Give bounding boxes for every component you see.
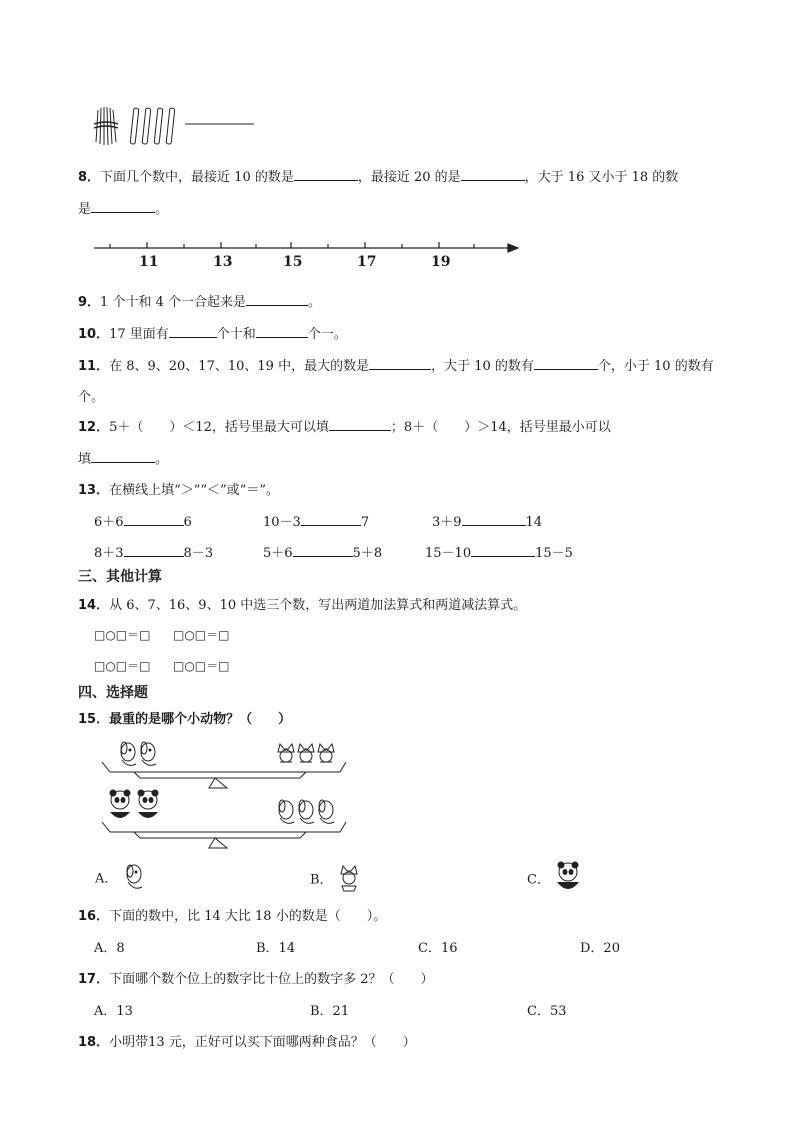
q16-text: 下面的数中，比 14 大比 18 小的数是（ ）。 xyxy=(109,909,387,924)
q16-option-a[interactable]: A．8 xyxy=(94,941,125,956)
sticks-figure xyxy=(90,102,260,150)
q11-text-a: 在 8、9、20、17、10、19 中，最大的数是 xyxy=(109,359,370,374)
cat-icon xyxy=(337,864,359,892)
q15-text: 最重的是哪个小动物？（ ） xyxy=(109,712,292,727)
q10-text-b: 个十和 xyxy=(216,327,256,342)
q13-blank-1[interactable] xyxy=(124,512,184,526)
q9-text-a: 1 个十和 4 个一合起来是 xyxy=(100,295,246,310)
q15-option-c-label: C． xyxy=(527,872,550,888)
q11-text-b: ，大于 10 的数有 xyxy=(431,359,534,374)
q13-item-2-right: 7 xyxy=(360,515,370,530)
q13-item-3-left: 3＋9 xyxy=(432,515,462,530)
q11-number: 11． xyxy=(78,359,110,374)
cat-icon xyxy=(318,744,334,762)
q12-line1 xyxy=(78,416,611,435)
q16 xyxy=(78,905,386,924)
q13-item-6 xyxy=(425,542,573,561)
q13-blank-6[interactable] xyxy=(471,543,535,557)
q11-text-c: 个，小于 10 的数有 xyxy=(597,359,714,374)
q11-line2: 个。 xyxy=(78,390,105,405)
q13-item-1-left: 6＋6 xyxy=(94,515,124,530)
q8-text-a: 下面几个数中，最接近 10 的数是 xyxy=(100,170,294,185)
q12-blank-2[interactable] xyxy=(91,449,155,463)
q16-option-b[interactable]: B．14 xyxy=(256,941,296,956)
q9-text-b: 。 xyxy=(308,295,322,310)
q13-blank-3[interactable] xyxy=(462,512,526,526)
dog-icon xyxy=(319,800,334,823)
tick-label-15: 15 xyxy=(283,254,303,270)
q12-line2 xyxy=(78,448,168,467)
q13-item-5-left: 5＋6 xyxy=(263,546,293,561)
q8-blank-2[interactable] xyxy=(461,167,525,181)
stick-bundle-icon xyxy=(90,102,260,150)
q15-option-a-label: A． xyxy=(95,871,118,887)
q14-text: 从 6、7、16、9、10 中选三个数，写出两道加法算式和两道减法算式。 xyxy=(109,598,527,613)
q13-item-1-right: 6 xyxy=(183,515,192,530)
section-3-heading: 三、其他计算 xyxy=(78,569,162,585)
q12-text-d: 。 xyxy=(155,452,169,467)
cat-icon xyxy=(278,744,294,762)
q13-item-2 xyxy=(263,511,369,530)
q9-number: 9． xyxy=(78,295,101,310)
q9-blank[interactable] xyxy=(246,292,308,306)
q10 xyxy=(78,323,347,342)
q18 xyxy=(78,1031,416,1050)
q13-number: 13． xyxy=(78,483,110,498)
panda-icon xyxy=(554,862,582,894)
q15-number: 15． xyxy=(78,712,110,727)
q10-text-c: 个一。 xyxy=(307,327,347,342)
tick-label-13: 13 xyxy=(213,254,233,270)
q13-item-6-left: 15－10 xyxy=(425,546,472,561)
dog-icon xyxy=(122,862,144,892)
section-4-heading: 四、选择题 xyxy=(78,685,148,701)
q13-item-2-left: 10－3 xyxy=(263,515,301,530)
q8-text-d: 是 xyxy=(78,202,92,217)
q8-line1 xyxy=(78,166,678,185)
q13-title xyxy=(78,479,279,498)
balance-scales-figure xyxy=(100,738,360,848)
q17-option-b[interactable]: B．21 xyxy=(310,1004,350,1019)
q12-text-b: ；8＋（ ）＞14，括号里最小可以 xyxy=(390,420,611,435)
panda-icon xyxy=(110,790,131,819)
panda-icon xyxy=(138,790,159,819)
q17-option-c[interactable]: C．53 xyxy=(527,1004,567,1019)
q12-text-a: 5＋（ ）＜12，括号里最大可以填 xyxy=(109,420,329,435)
q15-option-b[interactable] xyxy=(310,864,359,892)
q13-item-4-left: 8＋3 xyxy=(94,546,124,561)
q9 xyxy=(78,291,321,310)
q18-number: 18． xyxy=(78,1035,110,1050)
q13-item-1 xyxy=(94,511,192,530)
dog-icon xyxy=(279,800,294,823)
q14-formula-2[interactable]: □○□＝□ xyxy=(173,628,230,642)
q10-text-a: 17 里面有 xyxy=(109,327,169,342)
q16-number: 16． xyxy=(78,909,110,924)
q17-number: 17． xyxy=(78,972,110,987)
q17 xyxy=(78,968,434,987)
q11-blank-2[interactable] xyxy=(534,356,598,370)
q13-item-3 xyxy=(432,511,542,530)
q15-option-b-label: B． xyxy=(310,872,333,888)
q8-blank-3[interactable] xyxy=(91,199,155,213)
dog-icon xyxy=(299,800,314,823)
dog-icon xyxy=(141,742,156,765)
q8-text-e: 。 xyxy=(155,202,169,217)
q15-option-a[interactable] xyxy=(95,862,144,892)
tick-label-19: 19 xyxy=(431,254,451,270)
q13-item-5 xyxy=(263,542,382,561)
q17-option-a[interactable]: A．13 xyxy=(94,1004,133,1019)
q13-blank-2[interactable] xyxy=(301,512,361,526)
q14-formula-4[interactable]: □○□＝□ xyxy=(173,659,230,673)
q13-blank-4[interactable] xyxy=(124,543,184,557)
q8-text-c: ，大于 16 又小于 18 的数 xyxy=(524,170,679,185)
q8-text-b: ，最接近 20 的是 xyxy=(357,170,461,185)
q10-number: 10． xyxy=(78,327,110,342)
q14-formula-3[interactable]: □○□＝□ xyxy=(94,659,151,673)
q10-blank-2[interactable] xyxy=(256,324,308,338)
q13-item-5-right: 5＋8 xyxy=(352,546,383,561)
q14-formula-1[interactable]: □○□＝□ xyxy=(94,628,151,642)
q8-number: 8． xyxy=(78,170,101,185)
q18-text: 小明带13 元，正好可以买下面哪两种食品？（ ） xyxy=(109,1035,416,1050)
q12-blank-1[interactable] xyxy=(329,417,391,431)
q17-text: 下面哪个数个位上的数字比十位上的数字多 2？（ ） xyxy=(109,972,434,987)
q14 xyxy=(78,594,526,613)
q13-item-3-right: 14 xyxy=(525,515,543,530)
q13-item-6-right: 15－5 xyxy=(535,546,573,561)
q13-blank-5[interactable] xyxy=(293,543,353,557)
q12-text-c: 填 xyxy=(78,452,92,467)
cat-icon xyxy=(298,744,314,762)
q14-number: 14． xyxy=(78,598,110,613)
q11-line1 xyxy=(78,355,714,374)
q16-option-c[interactable]: C．16 xyxy=(418,941,458,956)
q16-option-d[interactable]: D．20 xyxy=(580,941,620,956)
q13-text: 在横线上填“＞”“＜”或“＝”。 xyxy=(109,483,279,498)
tick-label-17: 17 xyxy=(357,254,377,270)
tick-label-11: 11 xyxy=(139,254,159,270)
q15 xyxy=(78,708,291,727)
q8-blank-1[interactable] xyxy=(294,167,358,181)
q11-blank-1[interactable] xyxy=(369,356,431,370)
q13-item-4 xyxy=(94,542,213,561)
q13-item-4-right: 8－3 xyxy=(183,546,214,561)
q15-option-c[interactable] xyxy=(527,862,582,894)
q12-number: 12． xyxy=(78,420,110,435)
q8-line2 xyxy=(78,198,168,217)
q10-blank-1[interactable] xyxy=(169,324,217,338)
dog-icon xyxy=(121,742,136,765)
